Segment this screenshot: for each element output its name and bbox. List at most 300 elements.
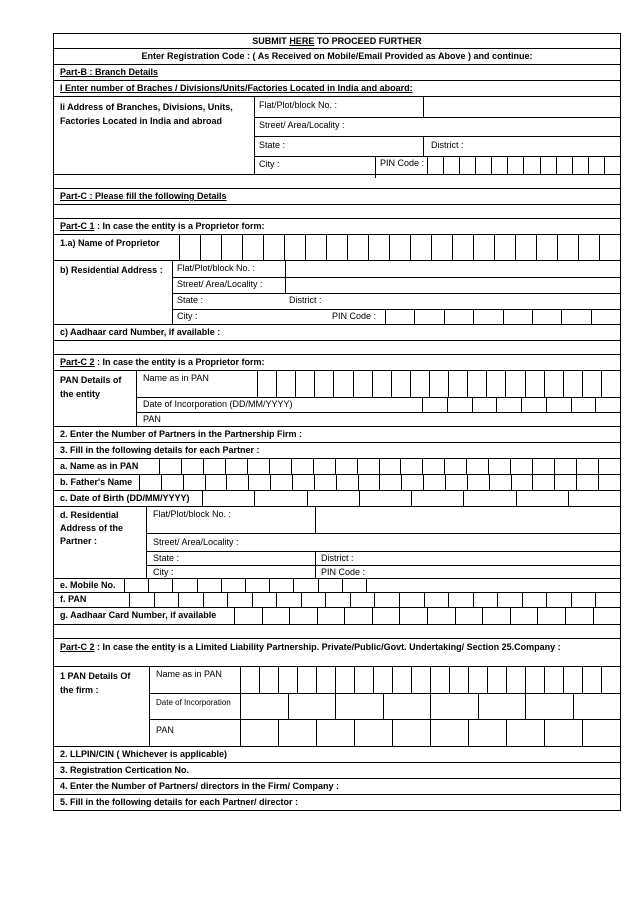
char-box[interactable] [588,156,604,174]
char-box[interactable] [124,579,148,592]
partner-pin-label: PIN Code : [321,567,366,577]
char-box[interactable] [240,719,278,746]
branch-pin-label: PIN Code : [375,156,432,178]
dob-boxes[interactable] [202,491,620,506]
char-box[interactable] [225,459,247,474]
partner-street-label: Street/ Area/Locality : [153,537,239,547]
entity-pan-no-label: PAN [143,414,161,424]
char-box[interactable] [373,667,392,693]
char-box[interactable] [154,593,179,607]
partner-address-block [53,507,621,579]
partner-pan-label: f. PAN [60,594,87,604]
fill-partner-director-label: 5. Fill in the following details for each Partner/ director : [60,797,299,807]
res-state-label: State : [177,295,204,305]
char-box[interactable] [468,667,487,693]
mobile-label: e. Mobile No. [60,580,116,590]
char-box[interactable] [532,459,554,474]
res-flat-label: Flat/Plot/block No. : [177,263,256,273]
char-box[interactable] [183,475,205,490]
partner-address-fields [146,507,620,578]
firm-pan-label: 1 PAN Details Of the firm : [60,671,131,695]
submit-here-link[interactable]: HERE [289,36,315,46]
part-c2-prefix: Part-C 2 [60,357,95,367]
partner-name-label: a. Name as in PAN [60,461,139,471]
char-box[interactable] [344,608,372,624]
char-box[interactable] [383,693,431,719]
char-box[interactable] [430,693,478,719]
spacer-row [53,175,621,189]
char-box[interactable] [278,719,316,746]
char-box[interactable] [284,235,305,260]
partner-name-row [53,459,621,475]
char-box[interactable] [459,156,475,174]
char-box[interactable] [445,475,467,490]
char-box[interactable] [482,608,510,624]
entity-pan-block [53,371,621,427]
char-box[interactable] [221,235,242,260]
char-box[interactable] [366,579,390,592]
residential-address-label: b) Residential Address : [60,265,163,275]
char-box[interactable] [245,579,269,592]
char-box[interactable] [447,397,472,412]
dob-row [53,491,621,507]
branch-flat-label: Flat/Plot/block No. : [259,100,338,110]
char-box[interactable] [422,459,444,474]
char-box[interactable] [316,719,354,746]
char-box[interactable] [335,667,354,693]
char-box[interactable] [197,579,221,592]
char-box[interactable] [427,608,455,624]
char-box[interactable] [487,667,506,693]
entity-doi-label: Date of Incorporation (DD/MM/YYYY) [143,399,293,409]
reg-cert-row [53,763,621,779]
char-box[interactable] [546,593,571,607]
firm-pan-block [53,667,621,747]
char-box[interactable] [515,235,536,260]
char-box[interactable] [449,667,468,693]
partner-flat-label: Flat/Plot/block No. : [153,509,232,519]
char-box[interactable] [179,235,200,260]
char-box[interactable] [565,608,593,624]
char-box[interactable] [486,371,505,397]
char-box[interactable] [506,719,544,746]
char-box[interactable] [226,475,248,490]
char-box[interactable] [430,719,468,746]
char-box[interactable] [385,309,414,324]
char-box[interactable] [248,475,270,490]
part-b-heading: Part-B : Branch Details [60,67,159,77]
char-box[interactable] [467,475,489,490]
char-box[interactable] [289,608,317,624]
char-box[interactable] [546,397,571,412]
char-box[interactable] [262,608,290,624]
char-box[interactable] [368,235,389,260]
char-box[interactable] [510,459,532,474]
char-box[interactable] [292,475,314,490]
char-box[interactable] [227,593,252,607]
partners-directors-row [53,779,621,795]
firm-name-pan-label: Name as in PAN [156,669,222,679]
char-box[interactable] [318,579,342,592]
char-box[interactable] [181,459,203,474]
char-box[interactable] [333,371,352,397]
char-box[interactable] [240,667,259,693]
part-c2-llp-title [53,639,621,667]
part-b-line1 [53,81,621,97]
proprietor-aadhaar-label: c) Aadhaar card Number, if available : [60,327,221,337]
char-box[interactable] [305,235,326,260]
char-box[interactable] [178,593,203,607]
char-box[interactable] [488,459,510,474]
branch-street-label: Street/ Area/Locality : [259,120,345,130]
partners-number-label: 2. Enter the Number of Partners in the Partnership Firm : [60,429,303,439]
char-box[interactable] [357,459,379,474]
char-box[interactable] [259,667,278,693]
part-b-title [53,65,621,81]
reg-cert-label: 3. Registration Certication No. [60,765,190,775]
char-box[interactable] [582,371,601,397]
char-box[interactable] [307,491,359,506]
branch-flat-input[interactable] [423,97,620,117]
char-box[interactable] [472,397,497,412]
char-box[interactable] [313,459,335,474]
char-box[interactable] [601,371,620,397]
char-box[interactable] [399,593,424,607]
partner-pan-row [53,593,621,608]
char-box[interactable] [139,475,161,490]
char-box[interactable] [591,309,620,324]
char-box[interactable] [448,593,473,607]
char-box[interactable] [278,667,297,693]
partner-district-label: District : [321,553,354,563]
char-box[interactable] [478,693,526,719]
firm-name-boxes[interactable] [240,667,620,693]
proprietor-name-boxes[interactable] [179,235,620,260]
char-box[interactable] [354,667,373,693]
char-box[interactable] [544,667,563,693]
char-box[interactable] [423,475,445,490]
char-box[interactable] [335,459,357,474]
char-box[interactable] [372,608,400,624]
char-box[interactable] [240,693,288,719]
part-c2-suffix: : In case the entity is a Proprietor form: [94,357,265,367]
part-c-title [53,189,621,205]
char-box[interactable] [354,719,392,746]
char-box[interactable] [540,156,556,174]
char-box[interactable] [429,371,448,397]
char-box[interactable] [431,235,452,260]
char-box[interactable] [254,491,306,506]
char-box[interactable] [496,397,521,412]
part-c-heading: Part-C : Please fill the following Details [60,191,227,201]
char-box[interactable] [561,309,590,324]
char-box[interactable] [172,579,196,592]
char-box[interactable] [598,475,620,490]
char-box[interactable] [410,371,429,397]
entity-doi-boxes[interactable] [422,397,620,412]
entity-name-pan-label: Name as in PAN [143,373,209,383]
char-box[interactable] [506,667,525,693]
partners-directors-label: 4. Enter the Number of Partners/ directors in the Firm/ Company : [60,781,340,791]
char-box[interactable] [325,593,350,607]
res-pin-label: PIN Code : [332,311,377,321]
char-box[interactable] [424,593,449,607]
char-box[interactable] [293,579,317,592]
char-box[interactable] [521,397,546,412]
char-box[interactable] [242,235,263,260]
char-box[interactable] [604,156,620,174]
branch-state-label: State : [259,140,286,150]
char-box[interactable] [466,459,488,474]
proprietor-name-label: 1.a) Name of Proprietor [60,238,160,248]
char-box[interactable] [468,719,506,746]
char-box[interactable] [336,475,358,490]
char-box[interactable] [159,459,181,474]
char-box[interactable] [205,475,227,490]
char-box[interactable] [148,579,172,592]
char-box[interactable] [297,667,316,693]
res-flat-input[interactable] [285,261,620,277]
submit-prefix: SUBMIT [252,36,287,46]
char-box[interactable] [269,579,293,592]
char-box[interactable] [473,309,502,324]
char-box[interactable] [489,475,511,490]
char-box[interactable] [505,371,524,397]
char-box[interactable] [257,371,276,397]
reg-code-label: Enter Registration Code : ( As Received on Mobile/Email Provided as Above ) and continue: [141,51,533,61]
registration-form [53,33,621,811]
res-street-input[interactable] [285,277,620,293]
char-box[interactable] [269,459,291,474]
branch-district-label: District : [431,140,464,150]
char-box[interactable] [523,156,539,174]
char-box[interactable] [582,667,601,693]
char-box[interactable] [335,693,383,719]
char-box[interactable] [401,475,423,490]
firm-pan-boxes[interactable] [240,719,620,746]
char-box[interactable] [455,608,483,624]
char-box[interactable] [507,156,523,174]
char-box[interactable] [200,235,221,260]
part-c1-title [53,219,621,235]
partners-number-row [53,427,621,443]
firm-pan-fields [149,667,620,746]
char-box[interactable] [411,667,430,693]
char-box[interactable] [537,608,565,624]
partner-aadhaar-boxes[interactable] [234,608,620,624]
char-box[interactable] [544,719,582,746]
char-box[interactable] [202,491,254,506]
char-box[interactable] [350,593,375,607]
char-box[interactable] [276,593,301,607]
char-box[interactable] [379,475,401,490]
char-box[interactable] [342,579,366,592]
fill-partner-row [53,443,621,459]
char-box[interactable] [473,235,494,260]
char-box[interactable] [203,459,225,474]
char-box[interactable] [571,397,596,412]
char-box[interactable] [358,475,380,490]
char-box[interactable] [571,593,596,607]
father-name-row [53,475,621,491]
char-box[interactable] [522,593,547,607]
char-box[interactable] [247,459,269,474]
char-box[interactable] [221,579,245,592]
char-box[interactable] [463,491,515,506]
char-box[interactable] [599,235,620,260]
char-box[interactable] [536,235,557,260]
residential-address-fields [172,261,620,324]
part-c1-prefix: Part-C 1 [60,221,95,231]
char-box[interactable] [532,475,554,490]
spacer-row [53,205,621,219]
char-box[interactable] [295,371,314,397]
part-c1-suffix: : In case the entity is a Proprietor form: [94,221,265,231]
char-box[interactable] [410,235,431,260]
char-box[interactable] [576,475,598,490]
char-box[interactable] [161,475,183,490]
char-box[interactable] [252,593,277,607]
partner-name-boxes[interactable] [159,459,620,474]
father-name-boxes[interactable] [139,475,620,490]
char-box[interactable] [399,608,427,624]
char-box[interactable] [556,156,572,174]
char-box[interactable] [568,491,620,506]
char-box[interactable] [314,475,336,490]
char-box[interactable] [525,693,573,719]
res-street-label: Street/ Area/Locality : [177,279,263,289]
branch-pin-boxes[interactable] [427,156,620,174]
char-box[interactable] [379,459,401,474]
firm-doi-label: Date of Incorporation [156,698,231,707]
part-c2-title [53,355,621,371]
char-box[interactable] [452,235,473,260]
char-box[interactable] [601,667,620,693]
fill-partner-label: 3. Fill in the following details for each Partner : [60,445,260,455]
partner-flat-input[interactable] [315,507,620,533]
char-box[interactable] [582,719,620,746]
branch-address-label: Ii Address of Branches, Divisions, Units, Factories Located in India and abroad [60,102,233,126]
entity-pan-label: PAN Details of the entity [60,375,122,399]
char-box[interactable] [516,491,568,506]
char-box[interactable] [444,459,466,474]
char-box[interactable] [414,309,443,324]
char-box[interactable] [392,667,411,693]
char-box[interactable] [353,371,372,397]
partner-state-label: State : [153,553,180,563]
reg-code-row [53,49,621,65]
char-box[interactable] [497,593,522,607]
char-box[interactable] [510,608,538,624]
char-box[interactable] [595,397,620,412]
char-box[interactable] [511,475,533,490]
partner-pan-boxes[interactable] [129,593,620,607]
char-box[interactable] [563,371,582,397]
firm-pan-no-label: PAN [156,725,174,735]
char-box[interactable] [563,667,582,693]
llpin-label: 2. LLPIN/CIN ( Whichever is applicable) [60,749,228,759]
char-box[interactable] [263,235,284,260]
char-box[interactable] [573,693,621,719]
char-box[interactable] [400,459,422,474]
char-box[interactable] [234,608,262,624]
char-box[interactable] [326,235,347,260]
partner-aadhaar-label: g. Aadhaar Card Number, if available [60,610,217,620]
char-box[interactable] [276,371,295,397]
partner-address-label: d. Residential Address of the Partner : [60,510,124,546]
char-box[interactable] [525,667,544,693]
char-box[interactable] [525,371,544,397]
char-box[interactable] [430,667,449,693]
branch-city-label: City : [259,159,280,169]
mobile-boxes[interactable] [124,579,390,592]
res-pin-boxes[interactable] [385,309,620,324]
part-c2-llp-prefix: Part-C 2 [60,642,95,652]
char-box[interactable] [491,156,507,174]
char-box[interactable] [578,235,599,260]
char-box[interactable] [317,608,345,624]
char-box[interactable] [391,371,410,397]
char-box[interactable] [129,593,154,607]
char-box[interactable] [427,156,443,174]
char-box[interactable] [593,608,621,624]
char-box[interactable] [374,593,399,607]
char-box[interactable] [475,156,491,174]
char-box[interactable] [557,235,578,260]
char-box[interactable] [359,491,411,506]
char-box[interactable] [595,593,620,607]
char-box[interactable] [301,593,326,607]
spacer-row [53,625,621,639]
char-box[interactable] [270,475,292,490]
char-box[interactable] [473,593,498,607]
father-name-label: b. Father's Name [60,477,133,487]
submit-suffix: TO PROCEED FURTHER [316,36,422,46]
char-box[interactable] [444,309,473,324]
char-box[interactable] [503,309,532,324]
char-box[interactable] [314,371,333,397]
char-box[interactable] [494,235,515,260]
char-box[interactable] [392,719,430,746]
char-box[interactable] [572,156,588,174]
firm-doi-boxes[interactable] [240,693,620,719]
char-box[interactable] [598,459,620,474]
char-box[interactable] [467,371,486,397]
res-district-label: District : [289,295,322,305]
char-box[interactable] [576,459,598,474]
char-box[interactable] [372,371,391,397]
char-box[interactable] [347,235,368,260]
char-box[interactable] [554,459,576,474]
char-box[interactable] [291,459,313,474]
char-box[interactable] [532,309,561,324]
proprietor-name-row [53,235,621,261]
char-box[interactable] [448,371,467,397]
char-box[interactable] [203,593,228,607]
branches-count-label: I Enter number of Braches / Divisions/Units/Factories Located in India and aboard: [60,83,413,93]
char-box[interactable] [554,475,576,490]
char-box[interactable] [443,156,459,174]
res-city-label: City : [177,311,198,321]
char-box[interactable] [389,235,410,260]
char-box[interactable] [411,491,463,506]
entity-name-boxes[interactable] [257,371,620,397]
fill-partner-director-row [53,795,621,811]
char-box[interactable] [544,371,563,397]
char-box[interactable] [422,397,447,412]
char-box[interactable] [288,693,336,719]
char-box[interactable] [316,667,335,693]
